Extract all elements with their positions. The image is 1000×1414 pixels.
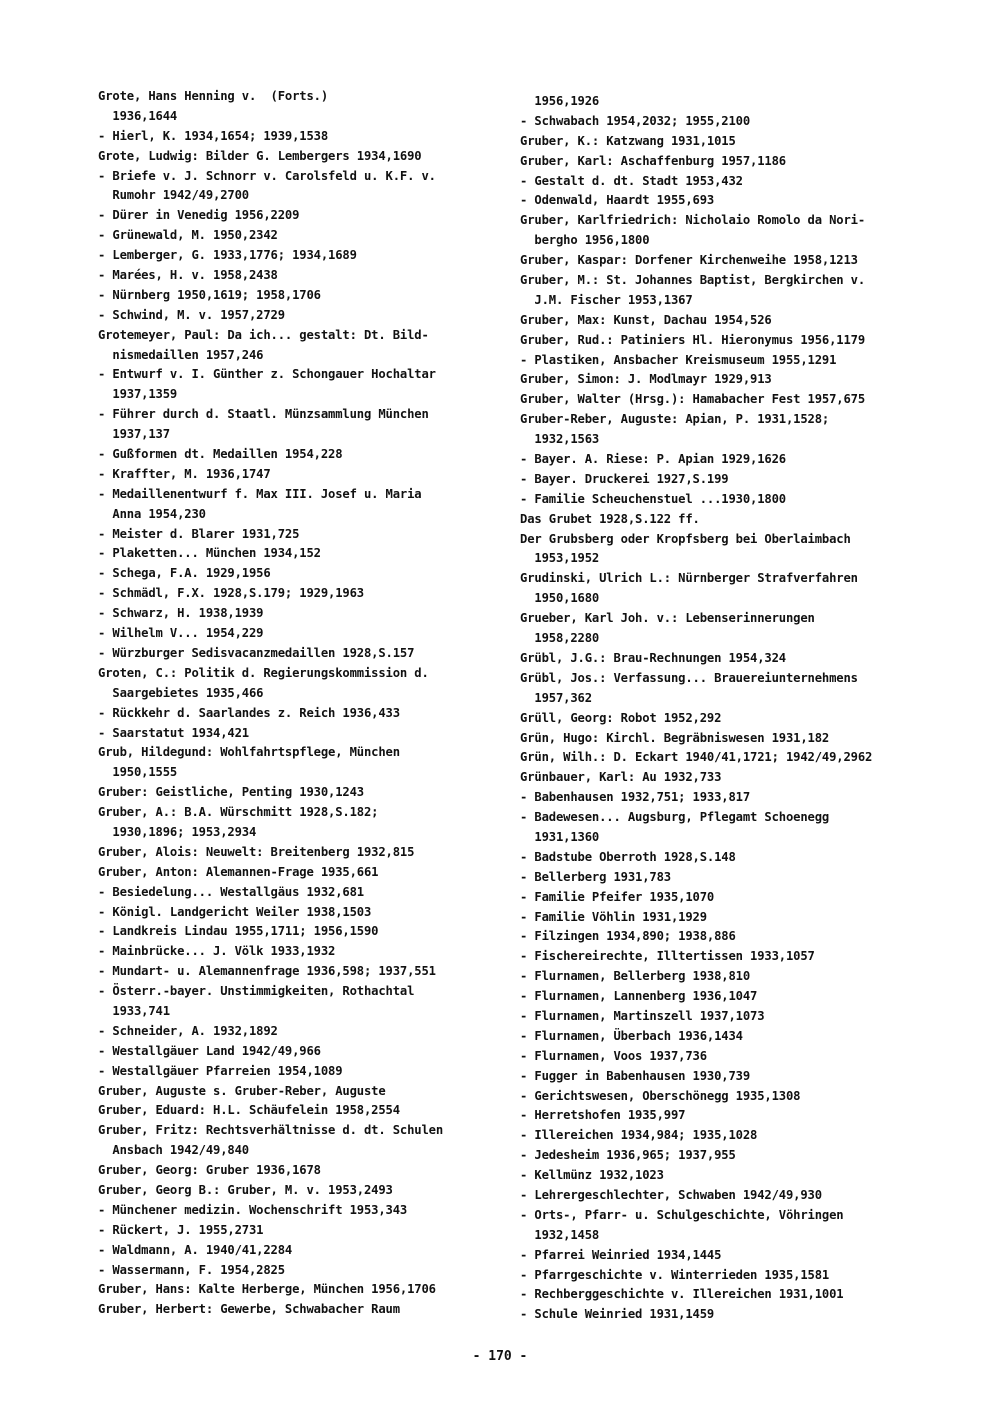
index-line: Gruber-Reber, Auguste: Apian, P. 1931,1528; [520, 412, 830, 427]
index-line: - Münchener medizin. Wochenschrift 1953,343 [98, 1202, 408, 1217]
index-line: - Saarstatut 1934,421 [98, 725, 249, 740]
index-line: 1937,1359 [98, 387, 178, 402]
index-line: 1958,2280 [520, 631, 600, 646]
index-line: 1932,1458 [520, 1227, 600, 1242]
index-line: - Kellmünz 1932,1023 [520, 1168, 664, 1183]
index-line: - Königl. Landgericht Weiler 1938,1503 [98, 904, 372, 919]
index-line: Ansbach 1942/49,840 [98, 1143, 249, 1158]
index-line: - Bellerberg 1931,783 [520, 869, 671, 884]
index-line: Gruber, A.: B.A. Würschmitt 1928,S.182; [98, 805, 379, 820]
index-line: Der Grubsberg oder Kropfsberg bei Oberlaimbach [520, 531, 851, 546]
index-line: - Westallgäuer Land 1942/49,966 [98, 1043, 321, 1058]
index-line: Anna 1954,230 [98, 506, 206, 521]
index-line: Rumohr 1942/49,2700 [98, 188, 249, 203]
index-line: - Schmädl, F.X. 1928,S.179; 1929,1963 [98, 586, 364, 601]
index-line: Grübl, J.G.: Brau-Rechnungen 1954,324 [520, 650, 786, 665]
index-line: 1933,741 [98, 1003, 170, 1018]
index-line: Grotemeyer, Paul: Da ich... gestalt: Dt. Bild- [98, 327, 429, 342]
index-line: - Orts-, Pfarr- u. Schulgeschichte, Vöhringen [520, 1207, 844, 1222]
index-line: - Schega, F.A. 1929,1956 [98, 566, 271, 581]
index-line: Das Grubet 1928,S.122 ff. [520, 511, 700, 526]
index-line: Gruber, Hans: Kalte Herberge, München 1956,1706 [98, 1282, 436, 1297]
index-line: Gruber, Max: Kunst, Dachau 1954,526 [520, 312, 772, 327]
index-line: Groten, C.: Politik d. Regierungskommission d. [98, 665, 429, 680]
index-line: - Briefe v. J. Schnorr v. Carolsfeld u. K.F. v. [98, 168, 436, 183]
index-line: - Grünewald, M. 1950,2342 [98, 228, 278, 243]
index-line: - Dürer in Venedig 1956,2209 [98, 208, 300, 223]
index-line: Gruber, Anton: Alemannen-Frage 1935,661 [98, 864, 379, 879]
index-line: 1953,1952 [520, 551, 600, 566]
index-line: Grünbauer, Karl: Au 1932,733 [520, 770, 722, 785]
index-line: - Wilhelm V... 1954,229 [98, 626, 264, 641]
index-line: Gruber, Rud.: Patiniers Hl. Hieronymus 1956,1179 [520, 332, 865, 347]
index-line: Gruber, Auguste s. Gruber-Reber, Auguste [98, 1083, 386, 1098]
index-line: - Schule Weinried 1931,1459 [520, 1307, 715, 1322]
index-line: - Waldmann, A. 1940/41,2284 [98, 1242, 293, 1257]
index-line: - Gestalt d. dt. Stadt 1953,432 [520, 173, 743, 188]
index-line: Gruber, Eduard: H.L. Schäufelein 1958,2554 [98, 1103, 400, 1118]
index-line: Grün, Hugo: Kirchl. Begräbniswesen 1931,182 [520, 730, 830, 745]
index-line: Gruber, Georg: Gruber 1936,1678 [98, 1163, 321, 1178]
index-line: Gruber, Kaspar: Dorfener Kirchenweihe 1958,1213 [520, 253, 858, 268]
index-line: J.M. Fischer 1953,1367 [520, 292, 693, 307]
index-line: 1950,1680 [520, 591, 600, 606]
index-line: bergho 1956,1800 [520, 233, 650, 248]
index-line: - Fischereirechte, Illtertissen 1933,1057 [520, 949, 815, 964]
index-line: - Familie Vöhlin 1931,1929 [520, 909, 707, 924]
index-line: - Bayer. Druckerei 1927,S.199 [520, 471, 729, 486]
index-line: Gruber, Georg B.: Gruber, M. v. 1953,2493 [98, 1182, 393, 1197]
index-line: 1957,362 [520, 690, 592, 705]
index-line: - Nürnberg 1950,1619; 1958,1706 [98, 287, 321, 302]
index-line: Grub, Hildegund: Wohlfahrtspflege, München [98, 745, 400, 760]
index-line: - Wassermann, F. 1954,2825 [98, 1262, 285, 1277]
index-line: Gruber: Geistliche, Penting 1930,1243 [98, 785, 364, 800]
index-line: - Plastiken, Ansbacher Kreismuseum 1955,1291 [520, 352, 837, 367]
index-line: - Babenhausen 1932,751; 1933,817 [520, 790, 750, 805]
index-line: - Österr.-bayer. Unstimmigkeiten, Rothachtal [98, 984, 415, 999]
index-line: - Marées, H. v. 1958,2438 [98, 268, 278, 283]
index-line: Gruber, Karlfriedrich: Nicholaio Romolo da Nori- [520, 213, 865, 228]
index-line: 1956,1926 [520, 94, 600, 108]
index-line: - Führer durch d. Staatl. Münzsammlung München [98, 407, 429, 422]
index-line: - Rückert, J. 1955,2731 [98, 1222, 264, 1237]
index-line: 1950,1555 [98, 765, 178, 780]
left-column [98, 87, 493, 1320]
index-line: - Badstube Oberroth 1928,S.148 [520, 849, 736, 864]
index-line: - Rückkehr d. Saarlandes z. Reich 1936,433 [98, 705, 400, 720]
index-line: Grote, Hans Henning v. (Forts.) [98, 89, 328, 103]
index-line: - Filzingen 1934,890; 1938,886 [520, 929, 736, 944]
index-line: Grueber, Karl Joh. v.: Lebenserinnerungen [520, 611, 815, 626]
index-line: 1931,1360 [520, 829, 600, 844]
index-line: - Lehrergeschlechter, Schwaben 1942/49,930 [520, 1187, 822, 1202]
index-line: Grüll, Georg: Robot 1952,292 [520, 710, 722, 725]
index-line: - Entwurf v. I. Günther z. Schongauer Hochaltar [98, 367, 436, 382]
index-line: - Illereichen 1934,984; 1935,1028 [520, 1128, 758, 1143]
index-line: Gruber, Walter (Hrsg.): Hamabacher Fest 1957,675 [520, 392, 865, 407]
index-line: - Medaillenentwurf f. Max III. Josef u. Maria [98, 486, 422, 501]
index-line: nismedaillen 1957,246 [98, 347, 264, 362]
index-line: - Fugger in Babenhausen 1930,739 [520, 1068, 750, 1083]
index-line: Grudinski, Ulrich L.: Nürnberger Strafverfahren [520, 571, 858, 586]
index-line: Gruber, Karl: Aschaffenburg 1957,1186 [520, 153, 786, 168]
index-line: 1937,137 [98, 427, 170, 442]
index-line: - Herretshofen 1935,997 [520, 1108, 686, 1123]
index-line: - Hierl, K. 1934,1654; 1939,1538 [98, 128, 328, 143]
index-line: - Flurnamen, Lannenberg 1936,1047 [520, 989, 758, 1004]
index-line: Gruber, K.: Katzwang 1931,1015 [520, 133, 736, 148]
index-line: Gruber, M.: St. Johannes Baptist, Bergkirchen v. [520, 273, 865, 288]
index-line: Gruber, Fritz: Rechtsverhältnisse d. dt. Schulen [98, 1123, 443, 1138]
index-line: - Pfarrei Weinried 1934,1445 [520, 1247, 722, 1262]
index-line: - Landkreis Lindau 1955,1711; 1956,1590 [98, 924, 379, 939]
index-line: - Kraffter, M. 1936,1747 [98, 466, 271, 481]
index-line: - Pfarrgeschichte v. Winterrieden 1935,1581 [520, 1267, 830, 1282]
index-line: - Rechberggeschichte v. Illereichen 1931,1001 [520, 1287, 844, 1302]
index-line: Gruber, Alois: Neuwelt: Breitenberg 1932,815 [98, 844, 415, 859]
index-line: - Schwabach 1954,2032; 1955,2100 [520, 113, 750, 128]
right-column [520, 92, 915, 1325]
index-line: - Flurnamen, Voos 1937,736 [520, 1048, 707, 1063]
index-line: - Gußformen dt. Medaillen 1954,228 [98, 447, 343, 462]
index-line: Gruber, Herbert: Gewerbe, Schwabacher Raum [98, 1302, 400, 1317]
index-line: - Jedesheim 1936,965; 1937,955 [520, 1148, 736, 1163]
index-line: - Gerichtswesen, Oberschönegg 1935,1308 [520, 1088, 801, 1103]
index-line: - Familie Pfeifer 1935,1070 [520, 889, 715, 904]
index-line: - Schwind, M. v. 1957,2729 [98, 307, 285, 322]
index-line: - Plaketten... München 1934,152 [98, 546, 321, 561]
index-line: Gruber, Simon: J. Modlmayr 1929,913 [520, 372, 772, 387]
index-line: Grün, Wilh.: D. Eckart 1940/41,1721; 1942/49,2962 [520, 750, 873, 765]
index-line: - Badewesen... Augsburg, Pflegamt Schoenegg [520, 810, 830, 825]
index-line: 1936,1644 [98, 108, 178, 123]
index-line: - Odenwald, Haardt 1955,693 [520, 193, 715, 208]
index-line: 1930,1896; 1953,2934 [98, 824, 257, 839]
index-line: - Schwarz, H. 1938,1939 [98, 606, 264, 621]
index-line: - Flurnamen, Überbach 1936,1434 [520, 1028, 743, 1043]
index-line: Saargebietes 1935,466 [98, 685, 264, 700]
index-line: Grote, Ludwig: Bilder G. Lembergers 1934,1690 [98, 148, 422, 163]
index-line: - Bayer. A. Riese: P. Apian 1929,1626 [520, 452, 786, 467]
index-line: - Familie Scheuchenstuel ...1930,1800 [520, 491, 786, 506]
index-line: - Besiedelung... Westallgäus 1932,681 [98, 884, 364, 899]
index-line: - Mainbrücke... J. Völk 1933,1932 [98, 944, 336, 959]
page-number: - 170 - [472, 1349, 528, 1364]
index-line: - Westallgäuer Pfarreien 1954,1089 [98, 1063, 343, 1078]
index-line: 1932,1563 [520, 432, 600, 447]
index-line: - Flurnamen, Bellerberg 1938,810 [520, 969, 750, 984]
index-line: - Lemberger, G. 1933,1776; 1934,1689 [98, 248, 357, 263]
index-line: - Meister d. Blarer 1931,725 [98, 526, 300, 541]
index-line: Grübl, Jos.: Verfassung... Brauereiunternehmens [520, 670, 858, 685]
index-line: - Schneider, A. 1932,1892 [98, 1023, 278, 1038]
index-line: - Würzburger Sedisvacanzmedaillen 1928,S.157 [98, 645, 415, 660]
index-line: - Flurnamen, Martinszell 1937,1073 [520, 1008, 765, 1023]
index-line: - Mundart- u. Alemannenfrage 1936,598; 1937,551 [98, 964, 436, 979]
